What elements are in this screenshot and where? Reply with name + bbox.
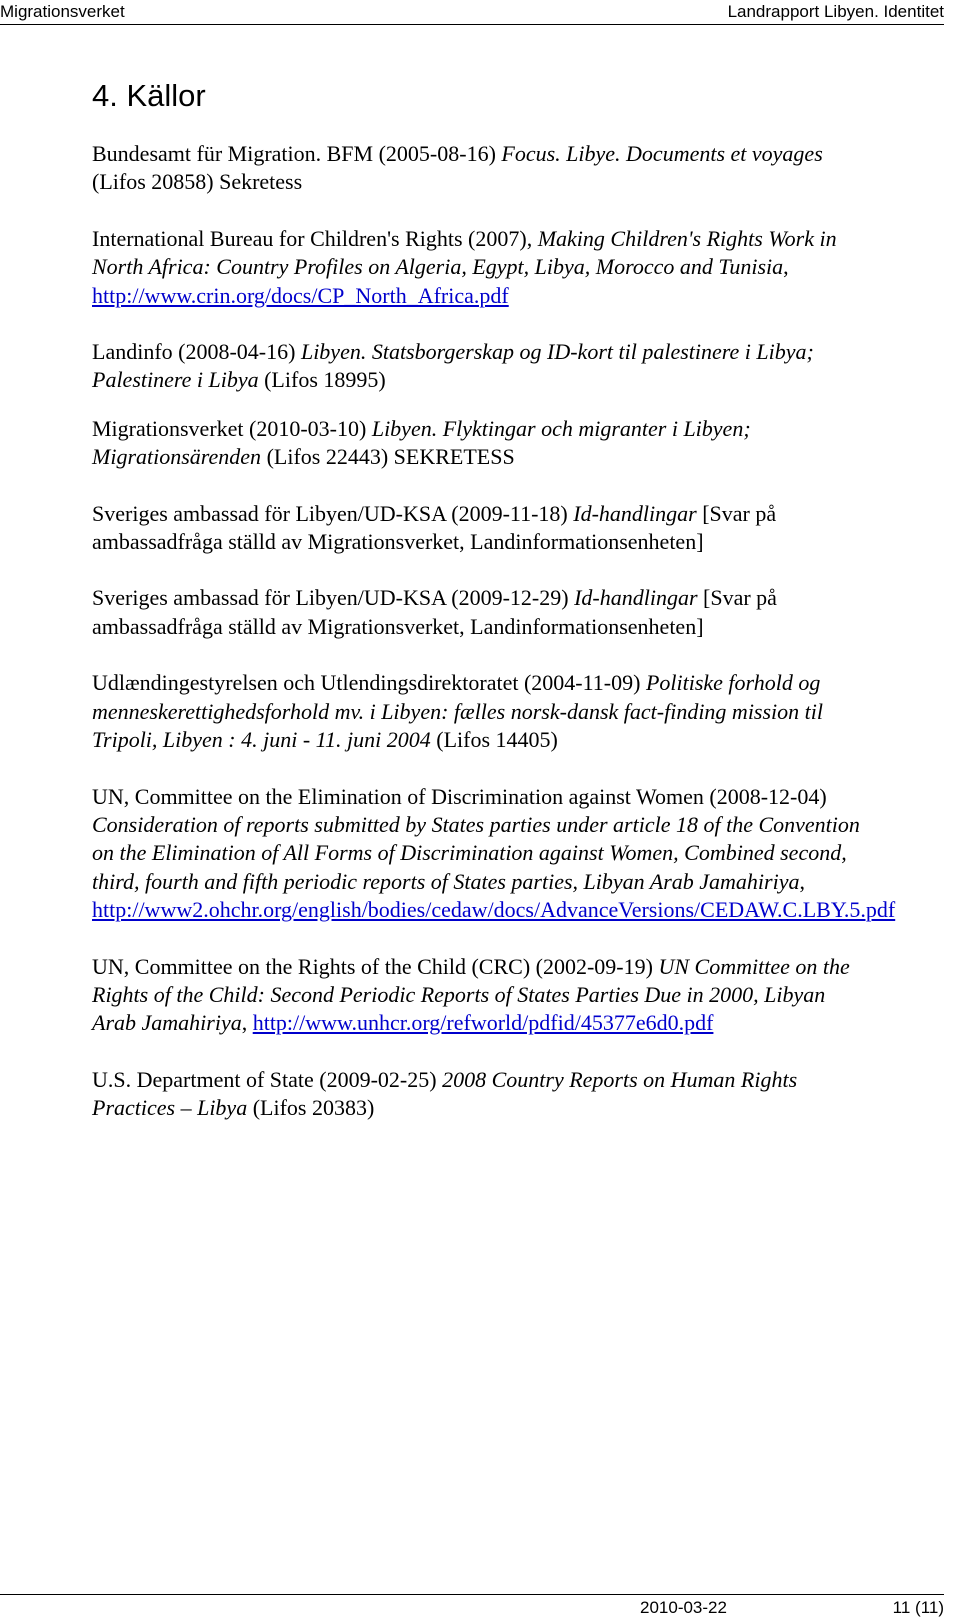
reference-text: U.S. Department of State (2009-02-25) [92, 1066, 443, 1092]
reference-text: Migrationsverket (2010-03-10) [92, 415, 372, 441]
reference-text: UN, Committee on the Rights of the Child (CRC) (2002-09-19) [92, 953, 659, 979]
reference-title: Id-handlingar [573, 500, 697, 526]
reference-text: , [241, 1010, 253, 1036]
header-agency: Migrationsverket [0, 2, 125, 21]
reference-text: (Lifos 22443) SEKRETESS [261, 444, 515, 470]
reference-list [92, 140, 896, 1151]
reference-text: [Svar på ambassadfråga ställd av Migrationsverket, Landinformationsenheten] [92, 500, 777, 555]
reference-title: Politiske forhold og menneskerettighedsforhold mv. i Libyen: fælles norsk-dansk fact-finding mission til Tripoli, Libyen : 4. juni - 11. juni 2004 [92, 670, 824, 753]
reference-link[interactable]: http://www2.ohchr.org/english/bodies/cedaw/docs/AdvanceVersions/CEDAW.C.LBY.5.pdf [92, 897, 896, 923]
reference-text: UN, Committee on the Elimination of Discrimination against Women (2008-12-04) [92, 783, 827, 809]
reference-title: 2008 Country Reports on Human Rights Practices – Libya [92, 1066, 798, 1121]
reference-text: Bundesamt für Migration. BFM (2005-08-16) [92, 141, 502, 166]
reference-text: (Lifos 20383) [247, 1095, 375, 1121]
reference-text: , [799, 868, 805, 894]
reference-link[interactable]: http://www.crin.org/docs/CP_North_Africa.pdf [92, 282, 509, 308]
reference-text: (Lifos 14405) [430, 727, 558, 753]
reference-entry [92, 338, 862, 395]
page-header [0, 0, 944, 25]
reference-text: Sveriges ambassad för Libyen/UD-KSA (2009-11-18) [92, 500, 574, 526]
reference-text: Udlændingestyrelsen och Utlendingsdirektoratet (2004-11-09) [92, 670, 646, 696]
reference-entry [92, 225, 862, 310]
reference-title: Id-handlingar [574, 585, 698, 611]
page-footer [0, 1594, 944, 1621]
reference-entry [92, 1066, 862, 1123]
reference-text: (Lifos 18995) [258, 367, 386, 393]
reference-entry [92, 415, 862, 472]
reference-entry [92, 500, 862, 557]
reference-text: [Svar på ambassadfråga ställd av Migrationsverket, Landinformationsenheten] [92, 585, 777, 639]
reference-entry [92, 584, 862, 641]
reference-entry [92, 140, 862, 197]
reference-text: International Bureau for Children's Rights (2007), [92, 225, 538, 251]
reference-title: UN Committee on the Rights of the Child: Second Periodic Reports of States Parties Due in 2000, Libyan Arab Jamahiriya [92, 953, 850, 1036]
reference-title: Libyen. Flyktingar och migranter i Libyen; Migrationsärenden [92, 415, 751, 470]
reference-title: Libyen. Statsborgerskap og ID-kort til palestinere i Libya; Palestinere i Libya [92, 339, 814, 393]
footer-page-number: 11 (11) [892, 1598, 944, 1617]
reference-text: Sveriges ambassad för Libyen/UD-KSA (2009-12-29) [92, 585, 575, 611]
reference-entry [92, 953, 862, 1038]
reference-text: Landinfo (2008-04-16) [92, 339, 301, 365]
reference-text: (Lifos 20858) Sekretess [92, 169, 303, 195]
reference-title: Focus. Libye. Documents et voyages [501, 141, 823, 166]
reference-entry [92, 669, 862, 754]
section-title: 4. Källor [92, 78, 206, 113]
footer-date: 2010-03-22 [640, 1598, 727, 1617]
reference-link[interactable]: http://www.unhcr.org/refworld/pdfid/45377e6d0.pdf [252, 1010, 714, 1036]
reference-title: Consideration of reports submitted by States parties under article 18 of the Convention on the Elimination of All Forms of Discrimination against Women, Combined second, third, fourth and fifth periodic reports of States parties, Libyan Arab Jamahiriya [92, 811, 860, 894]
reference-title: Making Children's Rights Work in North Africa: Country Profiles on Algeria, Egypt, Libya, Morocco and Tunisia [92, 225, 837, 280]
reference-entry [92, 783, 896, 925]
header-report-title: Landrapport Libyen. Identitet [727, 2, 944, 21]
reference-text: , [783, 254, 789, 280]
